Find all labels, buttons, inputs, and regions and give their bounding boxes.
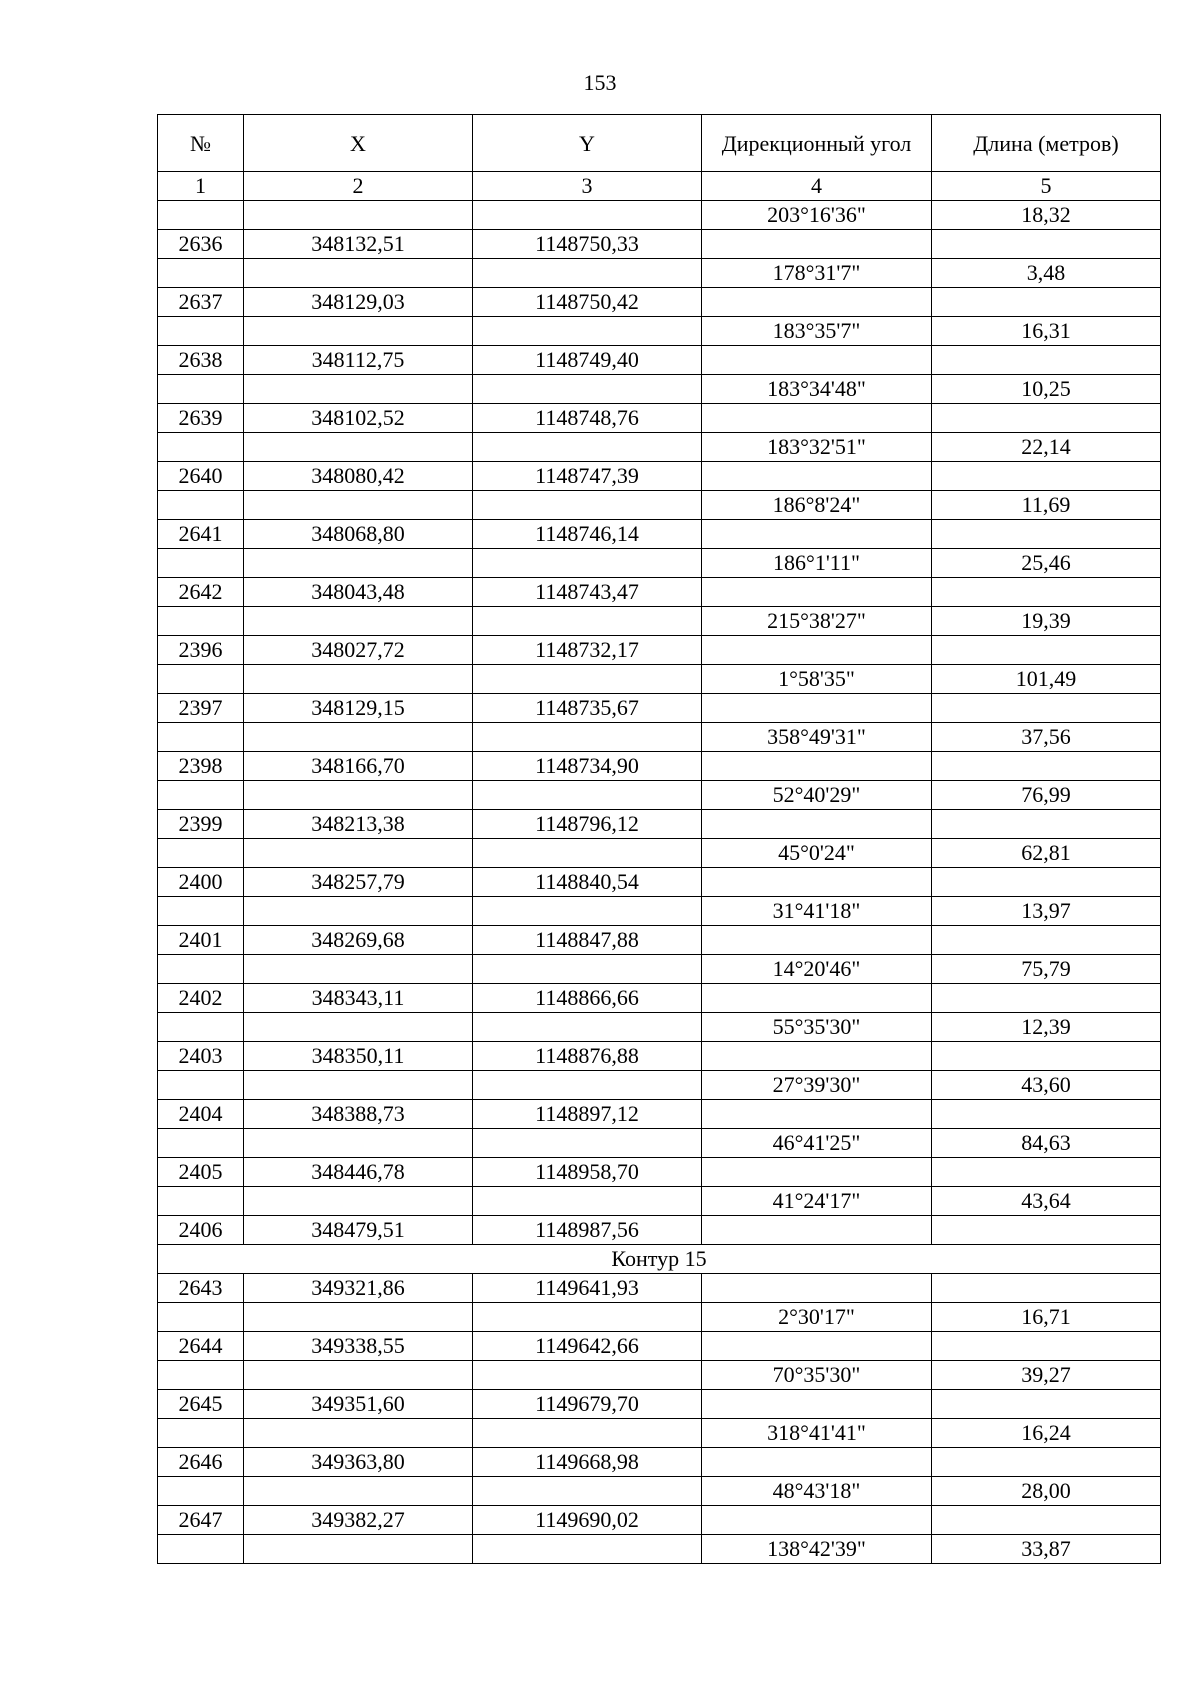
column-number: 4 bbox=[702, 172, 932, 201]
point-number: 2642 bbox=[158, 578, 244, 607]
empty-cell bbox=[473, 1419, 702, 1448]
coord-y: 1148897,12 bbox=[473, 1100, 702, 1129]
empty-cell bbox=[158, 839, 244, 868]
empty-cell bbox=[473, 1013, 702, 1042]
point-number: 2644 bbox=[158, 1332, 244, 1361]
segment-row bbox=[158, 375, 1161, 404]
direction-angle: 215°38'27" bbox=[702, 607, 932, 636]
direction-angle: 178°31'7" bbox=[702, 259, 932, 288]
direction-angle: 55°35'30" bbox=[702, 1013, 932, 1042]
column-number: 5 bbox=[932, 172, 1161, 201]
empty-cell bbox=[158, 607, 244, 636]
segment-length: 16,71 bbox=[932, 1303, 1161, 1332]
empty-cell bbox=[702, 694, 932, 723]
segment-length: 101,49 bbox=[932, 665, 1161, 694]
coord-x: 348166,70 bbox=[244, 752, 473, 781]
coord-x: 348446,78 bbox=[244, 1158, 473, 1187]
empty-cell bbox=[932, 462, 1161, 491]
coordinates-table bbox=[157, 114, 1161, 1564]
direction-angle: 318°41'41" bbox=[702, 1419, 932, 1448]
point-row bbox=[158, 1100, 1161, 1129]
empty-cell bbox=[932, 1042, 1161, 1071]
segment-length: 43,64 bbox=[932, 1187, 1161, 1216]
segment-row bbox=[158, 1535, 1161, 1564]
point-row bbox=[158, 868, 1161, 897]
empty-cell bbox=[158, 1129, 244, 1158]
empty-cell bbox=[244, 1013, 473, 1042]
coord-y: 1148987,56 bbox=[473, 1216, 702, 1245]
coord-y: 1148958,70 bbox=[473, 1158, 702, 1187]
segment-length: 18,32 bbox=[932, 201, 1161, 230]
empty-cell bbox=[473, 1361, 702, 1390]
empty-cell bbox=[702, 1506, 932, 1535]
empty-cell bbox=[244, 375, 473, 404]
coord-y: 1148750,33 bbox=[473, 230, 702, 259]
point-number: 2645 bbox=[158, 1390, 244, 1419]
segment-length: 43,60 bbox=[932, 1071, 1161, 1100]
empty-cell bbox=[244, 723, 473, 752]
segment-length: 62,81 bbox=[932, 839, 1161, 868]
empty-cell bbox=[702, 1042, 932, 1071]
coord-x: 348068,80 bbox=[244, 520, 473, 549]
coord-y: 1149668,98 bbox=[473, 1448, 702, 1477]
empty-cell bbox=[244, 491, 473, 520]
point-number: 2637 bbox=[158, 288, 244, 317]
empty-cell bbox=[473, 1129, 702, 1158]
point-row bbox=[158, 926, 1161, 955]
empty-cell bbox=[473, 1303, 702, 1332]
empty-cell bbox=[158, 1303, 244, 1332]
empty-cell bbox=[473, 1187, 702, 1216]
point-number: 2636 bbox=[158, 230, 244, 259]
point-number: 2399 bbox=[158, 810, 244, 839]
empty-cell bbox=[932, 346, 1161, 375]
direction-angle: 70°35'30" bbox=[702, 1361, 932, 1390]
empty-cell bbox=[158, 317, 244, 346]
empty-cell bbox=[158, 1477, 244, 1506]
point-row bbox=[158, 984, 1161, 1013]
coord-y: 1148750,42 bbox=[473, 288, 702, 317]
empty-cell bbox=[932, 288, 1161, 317]
coord-x: 349321,86 bbox=[244, 1274, 473, 1303]
empty-cell bbox=[932, 1332, 1161, 1361]
coord-x: 348132,51 bbox=[244, 230, 473, 259]
coord-y: 1148866,66 bbox=[473, 984, 702, 1013]
coord-y: 1148749,40 bbox=[473, 346, 702, 375]
segment-row bbox=[158, 665, 1161, 694]
segment-length: 22,14 bbox=[932, 433, 1161, 462]
direction-angle: 46°41'25" bbox=[702, 1129, 932, 1158]
header-angle: Дирекционный угол bbox=[702, 115, 932, 172]
empty-cell bbox=[244, 955, 473, 984]
direction-angle: 31°41'18" bbox=[702, 897, 932, 926]
empty-cell bbox=[702, 230, 932, 259]
point-number: 2643 bbox=[158, 1274, 244, 1303]
empty-cell bbox=[932, 1216, 1161, 1245]
direction-angle: 52°40'29" bbox=[702, 781, 932, 810]
point-row bbox=[158, 636, 1161, 665]
segment-row bbox=[158, 839, 1161, 868]
coord-x: 348102,52 bbox=[244, 404, 473, 433]
empty-cell bbox=[244, 607, 473, 636]
coord-y: 1148732,17 bbox=[473, 636, 702, 665]
point-row bbox=[158, 694, 1161, 723]
segment-row bbox=[158, 317, 1161, 346]
empty-cell bbox=[473, 491, 702, 520]
point-row bbox=[158, 1158, 1161, 1187]
coord-y: 1148743,47 bbox=[473, 578, 702, 607]
empty-cell bbox=[244, 1477, 473, 1506]
segment-row bbox=[158, 201, 1161, 230]
empty-cell bbox=[244, 839, 473, 868]
empty-cell bbox=[473, 549, 702, 578]
point-row bbox=[158, 288, 1161, 317]
segment-length: 12,39 bbox=[932, 1013, 1161, 1042]
coord-y: 1148746,14 bbox=[473, 520, 702, 549]
direction-angle: 183°34'48" bbox=[702, 375, 932, 404]
empty-cell bbox=[158, 955, 244, 984]
point-row bbox=[158, 1332, 1161, 1361]
empty-cell bbox=[158, 665, 244, 694]
empty-cell bbox=[473, 839, 702, 868]
empty-cell bbox=[473, 1477, 702, 1506]
segment-length: 37,56 bbox=[932, 723, 1161, 752]
empty-cell bbox=[244, 549, 473, 578]
direction-angle: 41°24'17" bbox=[702, 1187, 932, 1216]
direction-angle: 186°1'11" bbox=[702, 549, 932, 578]
direction-angle: 358°49'31" bbox=[702, 723, 932, 752]
point-number: 2397 bbox=[158, 694, 244, 723]
empty-cell bbox=[702, 868, 932, 897]
header-number: № bbox=[158, 115, 244, 172]
coord-x: 348269,68 bbox=[244, 926, 473, 955]
point-row bbox=[158, 752, 1161, 781]
point-number: 2641 bbox=[158, 520, 244, 549]
coord-x: 348129,15 bbox=[244, 694, 473, 723]
section-row bbox=[158, 1245, 1161, 1274]
empty-cell bbox=[702, 1448, 932, 1477]
empty-cell bbox=[702, 1274, 932, 1303]
segment-row bbox=[158, 955, 1161, 984]
empty-cell bbox=[244, 1071, 473, 1100]
segment-length: 25,46 bbox=[932, 549, 1161, 578]
point-row bbox=[158, 1216, 1161, 1245]
coord-x: 348080,42 bbox=[244, 462, 473, 491]
coord-x: 348213,38 bbox=[244, 810, 473, 839]
column-number: 3 bbox=[473, 172, 702, 201]
point-row bbox=[158, 520, 1161, 549]
column-number: 2 bbox=[244, 172, 473, 201]
point-row bbox=[158, 1274, 1161, 1303]
direction-angle: 48°43'18" bbox=[702, 1477, 932, 1506]
empty-cell bbox=[702, 810, 932, 839]
empty-cell bbox=[932, 230, 1161, 259]
empty-cell bbox=[244, 1129, 473, 1158]
segment-length: 10,25 bbox=[932, 375, 1161, 404]
empty-cell bbox=[244, 259, 473, 288]
coord-y: 1149642,66 bbox=[473, 1332, 702, 1361]
direction-angle: 183°32'51" bbox=[702, 433, 932, 462]
coord-x: 348343,11 bbox=[244, 984, 473, 1013]
coord-y: 1149679,70 bbox=[473, 1390, 702, 1419]
coord-y: 1148735,67 bbox=[473, 694, 702, 723]
empty-cell bbox=[473, 201, 702, 230]
coord-x: 349338,55 bbox=[244, 1332, 473, 1361]
point-number: 2639 bbox=[158, 404, 244, 433]
empty-cell bbox=[158, 1419, 244, 1448]
empty-cell bbox=[158, 549, 244, 578]
empty-cell bbox=[473, 781, 702, 810]
empty-cell bbox=[932, 1390, 1161, 1419]
empty-cell bbox=[932, 404, 1161, 433]
empty-cell bbox=[244, 1419, 473, 1448]
segment-length: 84,63 bbox=[932, 1129, 1161, 1158]
segment-length: 33,87 bbox=[932, 1535, 1161, 1564]
empty-cell bbox=[932, 1100, 1161, 1129]
empty-cell bbox=[702, 462, 932, 491]
segment-length: 3,48 bbox=[932, 259, 1161, 288]
coord-y: 1148847,88 bbox=[473, 926, 702, 955]
empty-cell bbox=[244, 433, 473, 462]
segment-row bbox=[158, 1419, 1161, 1448]
direction-angle: 27°39'30" bbox=[702, 1071, 932, 1100]
segment-row bbox=[158, 897, 1161, 926]
point-row bbox=[158, 1448, 1161, 1477]
empty-cell bbox=[702, 1158, 932, 1187]
segment-row bbox=[158, 1187, 1161, 1216]
empty-cell bbox=[244, 781, 473, 810]
coord-y: 1148747,39 bbox=[473, 462, 702, 491]
header-x: X bbox=[244, 115, 473, 172]
empty-cell bbox=[473, 723, 702, 752]
empty-cell bbox=[473, 1071, 702, 1100]
empty-cell bbox=[932, 1448, 1161, 1477]
empty-cell bbox=[702, 1216, 932, 1245]
point-number: 2401 bbox=[158, 926, 244, 955]
empty-cell bbox=[932, 810, 1161, 839]
coord-y: 1148796,12 bbox=[473, 810, 702, 839]
empty-cell bbox=[473, 259, 702, 288]
empty-cell bbox=[244, 897, 473, 926]
segment-row bbox=[158, 259, 1161, 288]
empty-cell bbox=[158, 1071, 244, 1100]
empty-cell bbox=[158, 1187, 244, 1216]
direction-angle: 45°0'24" bbox=[702, 839, 932, 868]
coord-x: 348027,72 bbox=[244, 636, 473, 665]
header-length: Длина (метров) bbox=[932, 115, 1161, 172]
empty-cell bbox=[702, 1332, 932, 1361]
segment-length: 16,24 bbox=[932, 1419, 1161, 1448]
empty-cell bbox=[473, 897, 702, 926]
empty-cell bbox=[244, 1535, 473, 1564]
point-number: 2404 bbox=[158, 1100, 244, 1129]
empty-cell bbox=[158, 375, 244, 404]
header-y: Y bbox=[473, 115, 702, 172]
empty-cell bbox=[244, 665, 473, 694]
coord-x: 348043,48 bbox=[244, 578, 473, 607]
empty-cell bbox=[702, 288, 932, 317]
empty-cell bbox=[473, 1535, 702, 1564]
empty-cell bbox=[932, 520, 1161, 549]
segment-row bbox=[158, 723, 1161, 752]
empty-cell bbox=[932, 868, 1161, 897]
coord-x: 348350,11 bbox=[244, 1042, 473, 1071]
segment-row bbox=[158, 607, 1161, 636]
empty-cell bbox=[702, 1100, 932, 1129]
point-number: 2402 bbox=[158, 984, 244, 1013]
segment-length: 16,31 bbox=[932, 317, 1161, 346]
empty-cell bbox=[158, 433, 244, 462]
point-number: 2638 bbox=[158, 346, 244, 375]
page-number: 153 bbox=[583, 70, 617, 95]
empty-cell bbox=[473, 665, 702, 694]
direction-angle: 183°35'7" bbox=[702, 317, 932, 346]
segment-row bbox=[158, 1013, 1161, 1042]
empty-cell bbox=[702, 346, 932, 375]
empty-cell bbox=[244, 201, 473, 230]
point-row bbox=[158, 1506, 1161, 1535]
point-row bbox=[158, 404, 1161, 433]
segment-row bbox=[158, 781, 1161, 810]
point-number: 2400 bbox=[158, 868, 244, 897]
coord-y: 1149690,02 bbox=[473, 1506, 702, 1535]
empty-cell bbox=[473, 433, 702, 462]
segment-row bbox=[158, 1477, 1161, 1506]
direction-angle: 186°8'24" bbox=[702, 491, 932, 520]
coord-x: 349351,60 bbox=[244, 1390, 473, 1419]
point-number: 2403 bbox=[158, 1042, 244, 1071]
direction-angle: 14°20'46" bbox=[702, 955, 932, 984]
empty-cell bbox=[932, 1274, 1161, 1303]
empty-cell bbox=[702, 404, 932, 433]
empty-cell bbox=[473, 607, 702, 636]
empty-cell bbox=[932, 636, 1161, 665]
coord-x: 348257,79 bbox=[244, 868, 473, 897]
header-row bbox=[158, 115, 1161, 172]
empty-cell bbox=[158, 897, 244, 926]
empty-cell bbox=[702, 752, 932, 781]
empty-cell bbox=[158, 201, 244, 230]
empty-cell bbox=[158, 1361, 244, 1390]
coord-y: 1149641,93 bbox=[473, 1274, 702, 1303]
empty-cell bbox=[158, 259, 244, 288]
empty-cell bbox=[473, 955, 702, 984]
coord-x: 348129,03 bbox=[244, 288, 473, 317]
empty-cell bbox=[244, 1187, 473, 1216]
segment-length: 11,69 bbox=[932, 491, 1161, 520]
segment-row bbox=[158, 1129, 1161, 1158]
empty-cell bbox=[158, 1013, 244, 1042]
coord-y: 1148840,54 bbox=[473, 868, 702, 897]
empty-cell bbox=[702, 636, 932, 665]
direction-angle: 2°30'17" bbox=[702, 1303, 932, 1332]
coord-x: 348388,73 bbox=[244, 1100, 473, 1129]
empty-cell bbox=[158, 1535, 244, 1564]
point-number: 2646 bbox=[158, 1448, 244, 1477]
section-title: Контур 15 bbox=[158, 1245, 1161, 1274]
point-row bbox=[158, 346, 1161, 375]
point-number: 2647 bbox=[158, 1506, 244, 1535]
empty-cell bbox=[473, 317, 702, 346]
empty-cell bbox=[158, 491, 244, 520]
segment-row bbox=[158, 1303, 1161, 1332]
empty-cell bbox=[473, 375, 702, 404]
empty-cell bbox=[932, 984, 1161, 1013]
empty-cell bbox=[932, 1506, 1161, 1535]
coord-y: 1148876,88 bbox=[473, 1042, 702, 1071]
coord-y: 1148748,76 bbox=[473, 404, 702, 433]
empty-cell bbox=[702, 926, 932, 955]
coord-x: 348479,51 bbox=[244, 1216, 473, 1245]
point-row bbox=[158, 1390, 1161, 1419]
segment-row bbox=[158, 491, 1161, 520]
empty-cell bbox=[932, 926, 1161, 955]
segment-row bbox=[158, 549, 1161, 578]
point-row bbox=[158, 462, 1161, 491]
coord-x: 348112,75 bbox=[244, 346, 473, 375]
empty-cell bbox=[244, 317, 473, 346]
direction-angle: 203°16'36" bbox=[702, 201, 932, 230]
empty-cell bbox=[244, 1303, 473, 1332]
direction-angle: 1°58'35" bbox=[702, 665, 932, 694]
empty-cell bbox=[244, 1361, 473, 1390]
segment-row bbox=[158, 433, 1161, 462]
segment-row bbox=[158, 1361, 1161, 1390]
empty-cell bbox=[158, 781, 244, 810]
segment-length: 39,27 bbox=[932, 1361, 1161, 1390]
coord-y: 1148734,90 bbox=[473, 752, 702, 781]
empty-cell bbox=[932, 694, 1161, 723]
empty-cell bbox=[702, 520, 932, 549]
segment-length: 76,99 bbox=[932, 781, 1161, 810]
empty-cell bbox=[932, 1158, 1161, 1187]
segment-length: 28,00 bbox=[932, 1477, 1161, 1506]
point-number: 2396 bbox=[158, 636, 244, 665]
segment-length: 75,79 bbox=[932, 955, 1161, 984]
point-number: 2398 bbox=[158, 752, 244, 781]
coord-x: 349382,27 bbox=[244, 1506, 473, 1535]
point-number: 2405 bbox=[158, 1158, 244, 1187]
point-row bbox=[158, 578, 1161, 607]
empty-cell bbox=[702, 984, 932, 1013]
empty-cell bbox=[932, 752, 1161, 781]
point-row bbox=[158, 230, 1161, 259]
direction-angle: 138°42'39" bbox=[702, 1535, 932, 1564]
empty-cell bbox=[158, 723, 244, 752]
empty-cell bbox=[702, 578, 932, 607]
segment-length: 13,97 bbox=[932, 897, 1161, 926]
point-number: 2640 bbox=[158, 462, 244, 491]
empty-cell bbox=[932, 578, 1161, 607]
point-number: 2406 bbox=[158, 1216, 244, 1245]
empty-cell bbox=[702, 1390, 932, 1419]
column-number-row bbox=[158, 172, 1161, 201]
segment-row bbox=[158, 1071, 1161, 1100]
point-row bbox=[158, 810, 1161, 839]
segment-length: 19,39 bbox=[932, 607, 1161, 636]
column-number: 1 bbox=[158, 172, 244, 201]
point-row bbox=[158, 1042, 1161, 1071]
coord-x: 349363,80 bbox=[244, 1448, 473, 1477]
